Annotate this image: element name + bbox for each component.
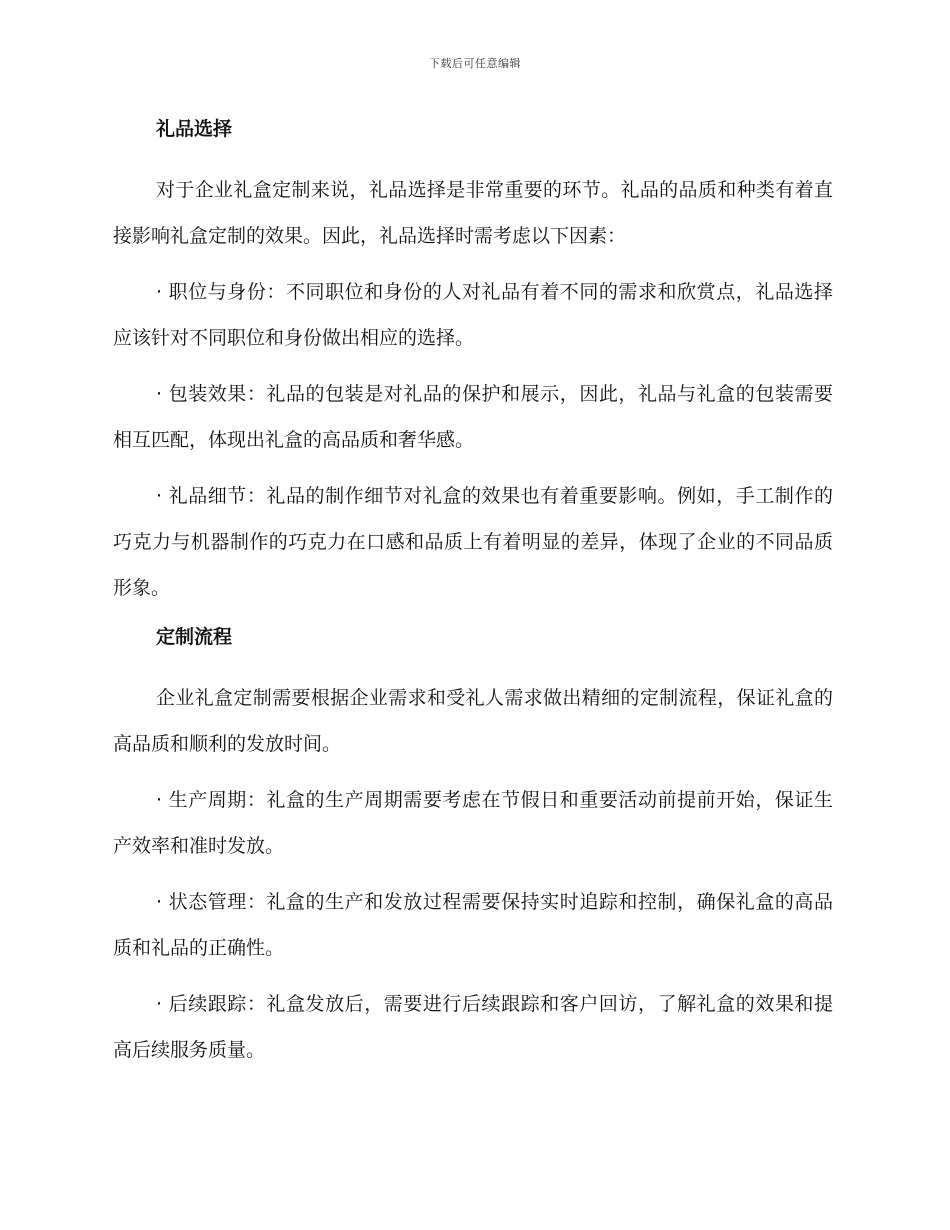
bullet-paragraph: · 状态管理：礼盒的生产和发放过程需要保持实时追踪和控制，确保礼盒的高品质和礼品的正确性。 xyxy=(113,891,833,959)
section-custom-process xyxy=(113,621,833,1073)
bullet-paragraph: · 职位与身份：不同职位和身份的人对礼品有着不同的需求和欣赏点，礼品选择应该针对不同职位和身份做出相应的选择。 xyxy=(113,281,833,349)
bullet-paragraph: · 后续跟踪：礼盒发放后，需要进行后续跟踪和客户回访，了解礼盒的效果和提高后续服务质量。 xyxy=(113,993,833,1061)
section-gift-selection xyxy=(113,113,833,611)
document-body xyxy=(113,113,833,1083)
section-title: 定制流程 xyxy=(156,626,233,648)
bullet-paragraph: · 礼品细节：礼品的制作细节对礼盒的效果也有着重要影响。例如，手工制作的巧克力与机器制作的巧克力在口感和品质上有着明显的差异，体现了企业的不同品质形象。 xyxy=(113,485,833,599)
paragraph: 企业礼盒定制需要根据企业需求和受礼人需求做出精细的定制流程，保证礼盒的高品质和顺利的发放时间。 xyxy=(113,687,833,755)
section-title: 礼品选择 xyxy=(156,118,233,140)
bullet-paragraph: · 生产周期：礼盒的生产周期需要考虑在节假日和重要活动前提前开始，保证生产效率和准时发放。 xyxy=(113,789,833,857)
bullet-paragraph: · 包装效果：礼品的包装是对礼品的保护和展示，因此，礼品与礼盒的包装需要相互匹配，体现出礼盒的高品质和奢华感。 xyxy=(113,383,833,451)
header-note: 下载后可任意编辑 xyxy=(429,57,521,70)
paragraph: 对于企业礼盒定制来说，礼品选择是非常重要的环节。礼品的品质和种类有着直接影响礼盒定制的效果。因此，礼品选择时需考虑以下因素： xyxy=(113,179,833,247)
